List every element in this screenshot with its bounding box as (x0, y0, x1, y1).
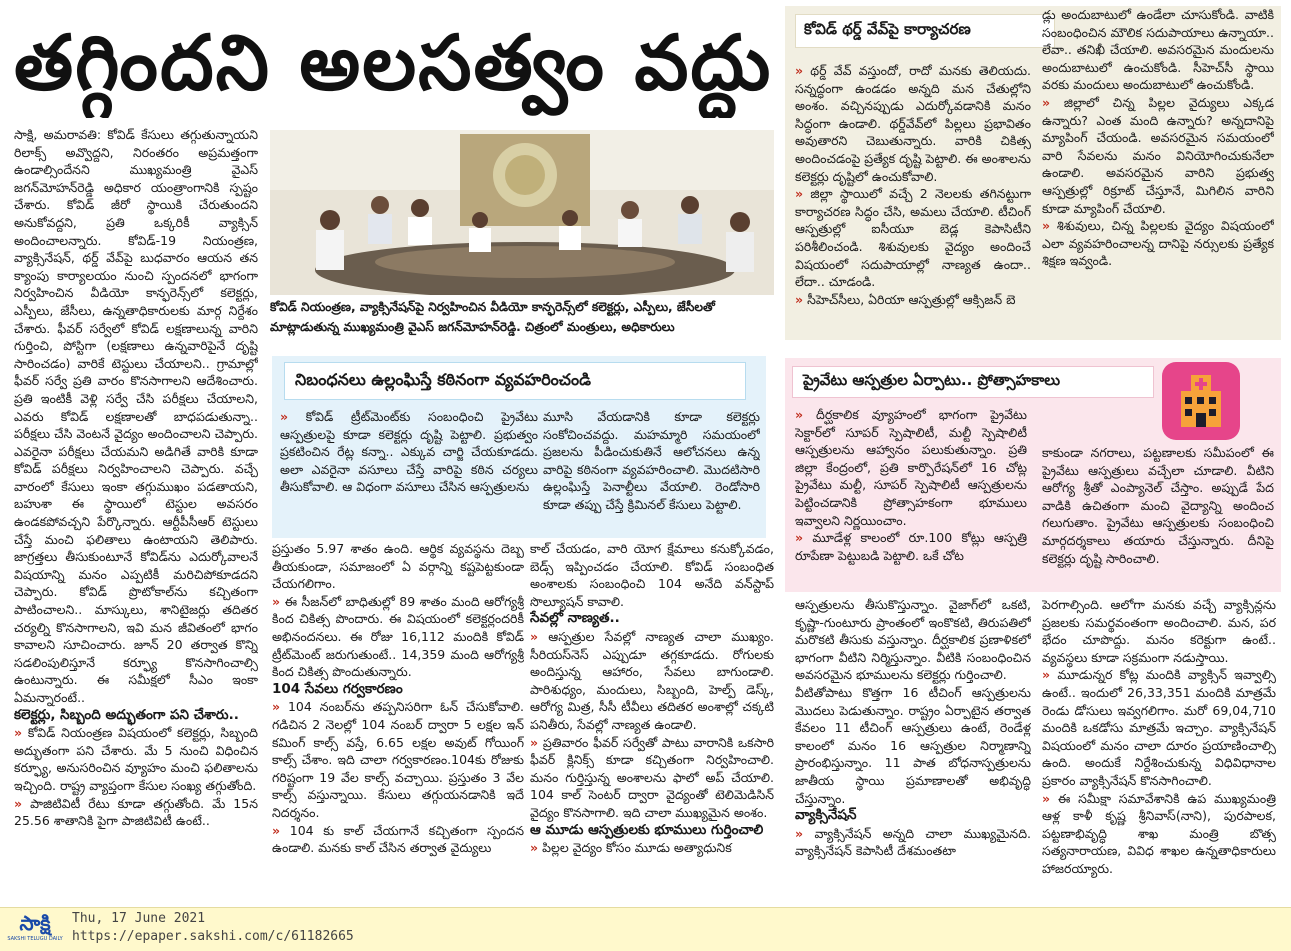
third-wave-bullet: » జిల్లా స్థాయిలో వచ్చే 2 నెలలకు తగినట్టుగా కార్యాచరణ సిద్ధం చేసి, అమలు చేయాలి. టీచింగ్ ఆస్పత్రుల్లో ఐసీయూ బెడ్ల కెపాసిటీని పరిశీలించండి. శిశువులకు వైద్యం అందించే విషయంలో సదుపాయాల్లో నాణ్యత ఉందా.. లేదా.. చూడండి. (795, 186, 1031, 290)
third-wave-paragraph: డ్లు అందుబాటులో ఉండేలా చూసుకోండి. వాటికి సంబంధించిన మౌలిక సదుపాయాలు ఉన్నాయా.. లేవా.. తనిఖీ చేయాలి. అవసరమైన మందులను అందుబాటులో ఉంచుకోండి. సీహెచ్‌సీ స్థాయి వరకు మందులు అందుబాటులో ఉంచుకోండి. (1042, 7, 1274, 93)
meeting-photo (270, 130, 774, 295)
private-hospitals-col1 (795, 406, 1027, 586)
third-wave-col2 (1042, 6, 1274, 334)
lower-bullet: » ఈ సమీక్షా సమావేశానికి ఉప ముఖ్యమంత్రి ఆళ్ల కాళీ కృష్ణ శ్రీనివాస్(నాని), పురపాలక, పట్టణాభివృద్ధి శాఖ మంత్రి బొత్స సత్యనారాయణ, వివిధ శాఖల ఉన్నతాధికారులు హాజరయ్యారు. (1042, 790, 1276, 876)
lower-right-col1 (795, 596, 1031, 906)
middle-subheading: ఆ మూడు ఆస్పత్రులకు భూములు గుర్తించాలి (530, 821, 764, 838)
photo-caption: కోవిడ్ నియంత్రణ, వ్యాక్సినేషన్‌పై నిర్వహించిన వీడియో కాన్ఫరెన్స్‌లో కలెక్టర్లు, ఎస్పీలు, జేసీలతో మాట్లాడుతున్న ముఖ్యమంత్రి వైఎస్ జగన్‌మోహన్‌రెడ్డి. చిత్రంలో మంత్రులు, అధికారులు (270, 300, 715, 334)
lower-right-col2 (1042, 596, 1276, 906)
third-wave-bullet: » జిల్లాలో చిన్న పిల్లల వైద్యులు ఎక్కడ ఉన్నారు? ఎంత మంది ఉన్నారు? అన్నదానిపై మ్యాపింగ్ చేయండి. అవసరమైన సమయంలో వారి సేవలను మనం వినియోగించుకునేలా ఉండాలి. అవసరమైన వారిని ప్రభుత్వ ఆస్పత్రుల్లో రిక్రూట్ చేస్తూనే, మిగిలిన వారిని కూడా మ్యాపింగ్ చేయాలి. (1042, 94, 1274, 216)
lower-bullet: » వ్యాక్సినేషన్ అన్నది చాలా ముఖ్యమైనది. వ్యాక్సినేషన్ కెపాసిటీ దేశమంతటా (795, 825, 1031, 859)
logo-subtitle: SAKSHI TELUGU DAILY (7, 936, 63, 942)
rules-col-right (543, 408, 760, 534)
private-hospitals-heading: ప్రైవేటు ఆస్పత్రుల ఏర్పాటు.. ప్రోత్సాహకాలు (792, 366, 1154, 398)
middle-subheading: 104 సేవలు గర్వకారణం (272, 680, 403, 697)
middle-paragraph: ప్రస్తుతం 5.97 శాతం ఉంది. ఆర్థిక వ్యవస్థను దెబ్బ తీయకుండా, సమాజంలో ఏ వర్గాన్ని కష్టపెట్టకుండా చేయగలిగాం. (272, 541, 524, 592)
meeting-illustration (270, 130, 774, 295)
middle-bullet: » ఆస్పత్రుల సేవల్లో నాణ్యత చాలా ముఖ్యం. సీరియస్‌నెస్ ఎప్పుడూ తగ్గకూడదు. రోగులకు అందిస్తున్న ఆహారం, సేవలు బాగుండాలి. పారిశుధ్యం, మందులు, సిబ్బంది, హెల్ప్ డెస్క్, ఆరోగ్య మిత్ర, సీసీ టీవీలు తదితర అంశాల్లో చక్కటి పనితీరు, సేవల్లో నాణ్యత ఉండాలి. (530, 628, 774, 732)
middle-bullet: » 104 కు కాల్ చేయగానే కచ్చితంగా స్పందన ఉండాలి. మనకు కాల్ చేసిన తర్వాత వైద్యులు (272, 822, 524, 856)
private-paragraph: కాకుండా నగరాలు, పట్టణాలకు సమీపంలో ఈ ప్రైవేటు ఆస్పత్రులు వచ్చేలా చూడాలి. వీటిని ఆరోగ్య శ్రీతో ఎంప్యానెల్ చేస్తాం. అప్పుడే పేద వాడికి ఉచితంగా మంచి వైద్యాన్ని అందించ గలుగుతాం. ప్రైవేటు ఆస్పత్రులకు సంబంధించి మార్గదర్శకాలు తయారు చేస్తున్నారు. దీనిపై కలెక్టర్లు దృష్టి సారించాలి. (1042, 445, 1274, 566)
middle-left-column (272, 540, 524, 906)
middle-bullet: » 104 నంబర్‌ను తప్పనిసరిగా ఓన్ చేసుకోవాలి. గడిచిన 2 నెలల్లో 104 నంబర్ ద్వారా 5 లక్షల ఇన్ కమింగ్ కాల్స్ వస్తే, 6.65 లక్షల అవుట్ గోయింగ్ కాల్స్ చేశాం. ఇది చాలా గర్వకారణం.104కు రోజుకు గరిష్టంగా 19 వేల కాల్స్ వచ్చాయి. ప్రస్తుతం 3 వేల కాల్స్ వస్తున్నాయి. కేసులు తగ్గుయనడానికి ఇదే నిదర్శనం. (272, 699, 524, 820)
middle-paragraph: కాల్ చేయడం, వారి యోగ క్షేమాలు కనుక్కోవడం, బెడ్స్ ఇప్పించడం చేయాలి. కోవిడ్ సంబంధిత అంశాలకు సంబంధించి 104 అనేది వన్‌స్టాప్ సొల్యూషన్ కావాలి. (530, 541, 774, 609)
middle-bullet: » ప్రతివారం ఫీవర్ సర్వేతో పాటు వారానికి ఒకసారి ఫీవర్ క్లినిక్స్ కూడా కచ్చితంగా నిర్వహించాలి. మనం గుర్తిస్తున్న అంశాలను ఫాలో అప్ చేయాలి. 104 కాల్ సెంటర్ ద్వారా వైద్యంతో టెలిమెడిసిన్ వైద్యం కొనసాగాలి. ఇది చాలా ముఖ్యమైన అంశం. (530, 734, 774, 820)
third-wave-heading: కోవిడ్ థర్డ్ వేవ్‌పై కార్యాచరణ (795, 14, 1055, 48)
lead-subheading: కలెక్టర్లు, సిబ్బంది అద్భుతంగా పని చేశారు.. (14, 706, 239, 723)
lower-paragraph: పెరగాల్సింది. ఆలోగా మనకు వచ్చే వ్యాక్సిన్లను ప్రజలకు సమర్థవంతంగా అందించాలి. మన, పర భేదం చూపొద్దు. మనం కరెక్టుగా ఉంటే.. వ్యవస్థలు కూడా సక్రమంగా నడుస్తాయి. (1042, 597, 1276, 665)
private-bullet: » దీర్ఘకాలిక వ్యూహంలో భాగంగా ప్రైవేటు సెక్టార్‌లో సూపర్ స్పెషాలిటీ, మల్టీ స్పెషాలిటీ ఆస్పత్రులను ఆహ్వానం పలుకుతున్నాం. ప్రతి జిల్లా కేంద్రంలో, ప్రతి కార్పొరేషన్‌లో 16 చోట్ల ప్రైవేటు మల్టీ, సూపర్ స్పెషాలిటీ ఆస్పత్రులను పెట్టించడానికి ప్రోత్సాహకంగా భూములు ఇవ్వాలని నిర్ణయించాం. (795, 407, 1027, 528)
lower-paragraph: వీటితోపాటు కొత్తగా 16 టీచింగ్ ఆస్పత్రులను మొదలు పెడుతున్నాం. రాష్ట్రం ఏర్పాటైన తర్వాత కేవలం 11 టీచింగ్ ఆస్పత్రులు ఉంటే, రెండేళ్ల కాలంలో మనం 16 ఆస్పత్రుల నిర్మాణాన్ని ప్రారంభిస్తున్నాం. 11 పాత బోధనాస్పత్రులను జాతీయ స్థాయి ప్రమాణాలతో అభివృద్ధి చేస్తున్నాం. (795, 684, 1031, 806)
middle-bullet: » ఈ సీజన్‌లో బాధితుల్లో 89 శాతం మంది ఆరోగ్యశ్రీ కింద చికిత్స పొందారు. ఈ విషయంలో కలెక్టర్లందరికీ అభినందనలు. ఈ రోజు 16,112 మందికి కోవిడ్ ట్రీట్‌మెంట్ జరుగుతుంటే.. 14,359 మంది ఆరోగ్యశ్రీ కింద చికిత్స పొందుతున్నారు. (272, 593, 524, 680)
rules-bullet: » కోవిడ్ ట్రీట్‌మెంట్‌కు సంబంధించి ప్రైవేటు ఆస్పత్రులపై కూడా కలెక్టర్లు దృష్టి పెట్టాలి. ప్రభుత్వం ప్రకటించిన రేట్ల కన్నా.. ఎక్కువ చార్జి చేయకూడదు. అలా ఎవరైనా వసూలు చేస్తే వారిపై కఠిన చర్యలు తీసుకోవాలి. ఆ విధంగా వసూలు చేసిన ఆస్పత్రులను (280, 409, 538, 495)
headline: తగ్గిందని అలసత్వం వద్దు (14, 18, 773, 107)
lead-bullet: » కోవిడ్ నియంత్రణ విషయంలో కలెక్టర్లు, సిబ్బంది అద్భుతంగా పని చేశారు. మే 5 నుంచి విధించిన కర్ఫ్యూ, అనుసరించిన వ్యూహం మంచి ఫలితాలను ఇచ్చింది. రాష్ట్ర వ్యాప్తంగా కేసుల సంఖ్య తగ్గుతోంది. (14, 725, 258, 793)
lower-paragraph: ఆస్పత్రులను తీసుకొస్తున్నాం. వైజాగ్‌లో ఒకటి, కృష్ణా-గుంటూరు ప్రాంతంలో ఇంకొకటి, తిరుపతిలో మరొకటి తీసుకు వస్తున్నాం. దీర్ఘకాలిక ప్రణాళికలో భాగంగా వీటిని నిర్మిస్తున్నాం. వీటికి సంబంధించిన అవసరమైన భూములను కలెక్టర్లు గుర్తించాలి. (795, 597, 1031, 683)
rules-paragraph: మూసి వేయడానికి కూడా కలెక్టర్లు సంకోచించవద్దు. మహమ్మారి సమయంలో ప్రజలను పీడించుకుతినే ఆలోచనలు ఉన్న వారిపై కఠినంగా వ్యవహరించాలి. మొదటిసారి ఉల్లంఘిస్తే పెనాల్టీలు వేయాలి. రెండోసారి కూడా తప్పు చేస్తే క్రిమినల్ కేసులు పెట్టాలి. (543, 409, 760, 512)
private-hospitals-col2 (1042, 444, 1274, 586)
hospital-building-icon (1171, 371, 1231, 431)
third-wave-bullet: » థర్డ్ వేవ్ వస్తుందో, రాదో మనకు తెలియదు. సన్నద్ధంగా ఉండడం అన్నది మన చేతుల్లోని అంశం. వచ్చినప్పుడు ఎదుర్కోవడానికి మనం సిద్ధంగా ఉండాలి. థర్డ్‌వేవ్‌లో పిల్లలు ప్రభావితం అవుతారని చెబుతున్నారు. వారికి చికిత్స అందించడంపై ప్రత్యేక దృష్టి పెట్టాలి. ఈ అంశాలను కలెక్టర్లు దృష్టిలో ఉంచుకోవాలి. (795, 63, 1031, 184)
logo-text: సాక్షి (19, 911, 51, 935)
lead-paragraph: సాక్షి, అమరావతి: కోవిడ్ కేసులు తగ్గుతున్నాయని రిలాక్స్ అవ్వొద్దని, నిరంతరం అప్రమత్తంగా ఉండాల్సిందేనని ముఖ్యమంత్రి వైఎస్ జగన్‌మోహన్‌రెడ్డి అధికార యంత్రాంగానికి స్పష్టం చేశారు. కోవిడ్ జీరో స్థాయికి చేరుతుందని అనుకోవద్దని, ప్రతి ఒక్కరికీ వ్యాక్సిన్ అందించాలన్నారు. కోవిడ్-19 నియంత్రణ, వ్యాక్సినేషన్, థర్డ్ వేవ్‌పై బుధవారం ఆయన తన క్యాంపు కార్యాలయం నుంచి స్పందనలో భాగంగా నిర్వహించిన వీడియో కాన్ఫరెన్స్‌లో కలెక్టర్లు, ఎస్పీలు, జేసీలు, ఉన్నతాధికారులకు మార్గ నిర్దేశం చేశారు. ఫీవర్ సర్వేలో కోవిడ్ లక్షణాలున్న వారిని గుర్తించి, పోస్టిగా (లక్షణాలు ఉన్నవారిపైనే దృష్టి సారించడం) వారికే టెస్టులు చేయాలని.. గ్రామాల్లో ఫీవర్ సర్వే ప్రతి వారం కొనసాగాలని ఆదేశించారు. ప్రతి ఇంటికీ వెళ్లి సర్వే చేసి పరీక్షలు చేయాలని, ఎవరు కోవిడ్ లక్షణాలతో బాధపడుతున్నా.. పరీక్షలు చేసి వెంటనే వైద్యం అందించాలని చెప్పారు. ఎవరైనా పరీక్షలు చేయమని అడిగితే వారికి కూడా కోవిడ్ పరీక్షలు నిర్వహించాలని చెప్పారు. వచ్చే వారంలో కేసులు ఇంకా తగ్గుముఖం పడతాయని, బహుశా ఈ స్థాయిలో టెస్టుల అవసరం ఉండకపోవచ్చని పేర్కొన్నారు. ఆర్టీపీసీఆర్ టెస్టులు చేస్తే మంచి ఫలితాలు ఉంటాయని తెలిపారు. జాగ్రత్తలు తీసుకుంటూనే కోవిడ్‌ను ఎదుర్కోవాలనే విషయాన్ని మనం ఎప్పటికీ మరిచిపోకూడదని చెప్పారు. కోవిడ్ ప్రొటోకాల్‌ను కచ్చితంగా పాటించాలని.. మాస్కులు, శానిటైజర్లు తదితర చర్యల్ని కొనసాగాలని, ఇవి మన జీవితంలో భాగం కావాలని సూచించారు. జూన్ 20 తర్వాత కొన్ని సడలింపులిస్తూనే కర్ఫ్యూ కొనసాగించాల్సి ఉంటున్నారు. ఈ సమీక్షలో సీఎం ఇంకా ఏమన్నారంటే.. (14, 127, 258, 705)
hospital-icon (1162, 362, 1240, 440)
lower-subheading: వ్యాక్సినేషన్ (795, 807, 857, 824)
middle-bullet: » పిల్లల వైద్యం కోసం మూడు అత్యాధునిక (530, 840, 732, 856)
lower-bullet: » మూడున్నర కోట్ల మందికి వ్యాక్సిన్ ఇవ్వాల్సి ఉంటే.. ఇందులో 26,33,351 మందికి మాత్రమే రెండు డోసులు ఇవ్వగలిగాం. మరో 69,04,710 మందికి ఒకడోసు మాత్రమే ఇచ్చాం. వ్యాక్సినేషన్ విషయంలో మనం చాలా దూరం ప్రయాణించాల్సి ఉంది. అందుకే నిర్దేశించుకున్న విధివిధానాల ప్రకారం వ్యాక్సినేషన్ కొనసాగించాలి. (1042, 667, 1276, 788)
rules-heading: నిబంధనలు ఉల్లంఘిస్తే కఠినంగా వ్యవహరించండి (284, 362, 746, 400)
middle-subheading: సేవల్లో నాణ్యత.. (530, 610, 620, 627)
rules-col-left (280, 408, 538, 534)
lead-bullet: » పాజిటివిటీ రేటు కూడా తగ్గుతోంది. మే 15న 25.56 శాతానికి పైగా పాజిటివిటీ ఉంటే.. (14, 795, 258, 829)
third-wave-bullet: » సీహెచ్‌సీలు, ఏరియా ఆస్పత్రుల్లో ఆక్సిజన్ బె (795, 291, 1016, 307)
edition-date: Thu, 17 June 2021 (72, 911, 206, 926)
sakshi-logo (6, 911, 64, 947)
private-bullet: » మూడేళ్ల కాలంలో రూ.100 కోట్లు ఆస్పత్రి రూపేణా పెట్టుబడి పెట్టాలి. ఒకే చోట (795, 530, 1027, 563)
edition-url[interactable]: https://epaper.sakshi.com/c/61182665 (72, 929, 354, 944)
lead-column (14, 126, 258, 906)
middle-right-column (530, 540, 774, 906)
third-wave-col1 (795, 62, 1031, 334)
third-wave-bullet: » శిశువులు, చిన్న పిల్లలకు వైద్యం విషయంలో ఎలా వ్యవహరించాలన్న దానిపై నర్సులకు ప్రత్యేక శిక్షణ ఇవ్వండి. (1042, 218, 1274, 269)
